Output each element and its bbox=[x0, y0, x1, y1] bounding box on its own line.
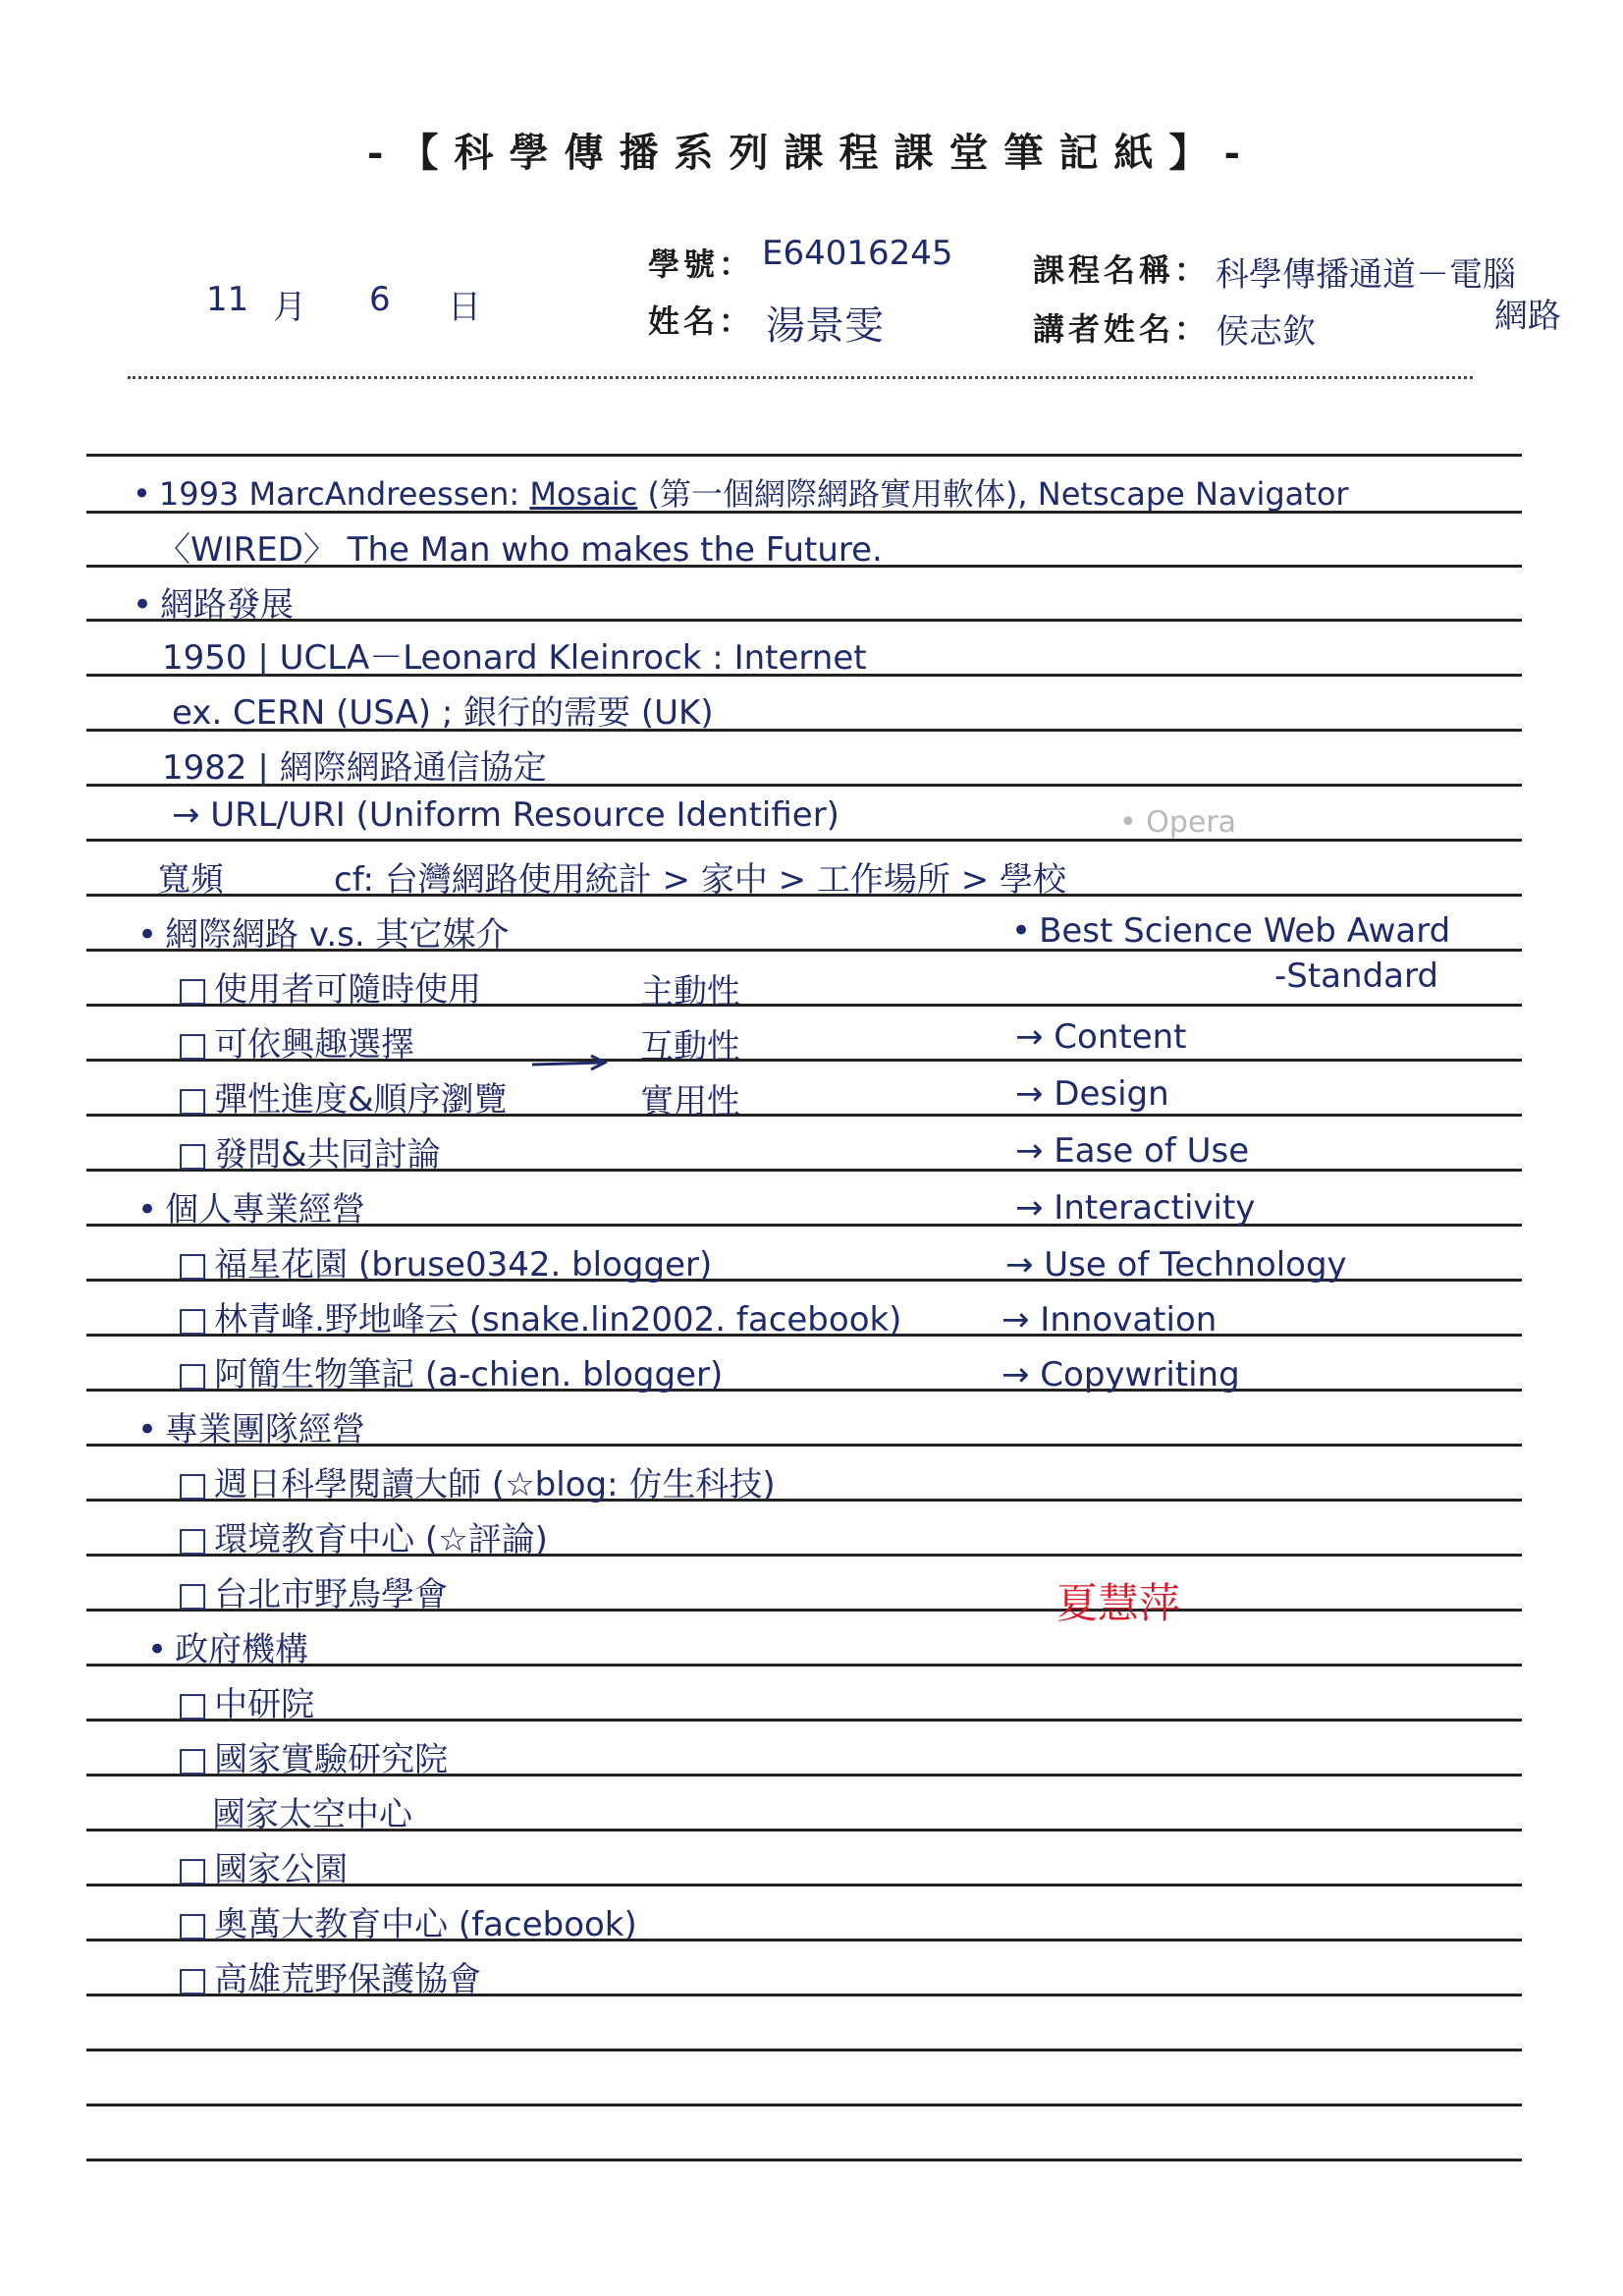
award-item: → Copywriting bbox=[1001, 1355, 1240, 1394]
date-month: 11 bbox=[206, 280, 249, 319]
heading-government: • 政府機構 bbox=[147, 1622, 308, 1670]
note-discussion: □ 發問&共同討論 bbox=[177, 1127, 441, 1175]
speaker-label: 講者姓名： bbox=[1033, 310, 1211, 348]
note-practical: 實用性 bbox=[640, 1082, 740, 1121]
note-sinica: □ 中研院 bbox=[177, 1677, 314, 1725]
award-item: → Innovation bbox=[1001, 1300, 1217, 1339]
ruled-line bbox=[86, 2159, 1522, 2161]
note-sunday-reading: □ 週日科學閱讀大師 (☆blog: 仿生科技) bbox=[177, 1457, 776, 1505]
heading-personal: • 個人專業經營 bbox=[137, 1182, 365, 1230]
student-id: E64016245 bbox=[762, 234, 953, 273]
note-interest: □ 可依興趣選擇 bbox=[177, 1017, 414, 1066]
course-name-line1: 科學傳播通道－電腦 bbox=[1216, 255, 1516, 295]
note-achien: □ 阿簡生物筆記 (a-chien. blogger) bbox=[177, 1347, 723, 1395]
award-item: → Design bbox=[1015, 1074, 1169, 1114]
note-1950: 1950 | UCLA－Leonard Kleinrock : Internet bbox=[162, 638, 867, 678]
heading-team: • 專業團隊經營 bbox=[137, 1402, 365, 1450]
speaker-name: 侯志欽 bbox=[1216, 312, 1316, 352]
note-aowanda: □ 奧萬大教育中心 (facebook) bbox=[177, 1897, 637, 1945]
note-taiwan-stats: cf: 台灣網路使用統計 > 家中 > 工作場所 > 學校 bbox=[334, 860, 1067, 900]
arrow-icon bbox=[530, 1053, 609, 1074]
note-kaohsiung-wild: □ 高雄荒野保護協會 bbox=[177, 1952, 481, 2000]
student-id-label: 學號： bbox=[648, 246, 755, 283]
date-day: 6 bbox=[369, 280, 391, 319]
page-title: -【科學傳播系列課程課堂筆記紙】- bbox=[366, 130, 1257, 176]
note-flexible: □ 彈性進度&順序瀏覽 bbox=[177, 1072, 508, 1121]
heading-network-dev: • 網路發展 bbox=[133, 577, 294, 626]
award-standard: -Standard bbox=[1274, 957, 1438, 996]
student-name: 湯景雯 bbox=[766, 303, 884, 349]
note-narl: □ 國家實驗研究院 bbox=[177, 1732, 448, 1780]
note-national-park: □ 國家公園 bbox=[177, 1842, 348, 1890]
note-cern: ex. CERN (USA) ; 銀行的需要 (UK) bbox=[172, 693, 714, 733]
name-label: 姓名： bbox=[648, 302, 755, 340]
red-signature: 夏慧萍 bbox=[1056, 1579, 1181, 1627]
ruled-line bbox=[86, 2104, 1522, 2106]
note-mosaic: • 1993 MarcAndreessen: Mosaic (第一個網際網路實用軟体), Netscape Navigator bbox=[133, 469, 1349, 515]
note-linqingfeng: □ 林青峰.野地峰云 (snake.lin2002. facebook) bbox=[177, 1292, 901, 1340]
note-opera: • Opera bbox=[1119, 805, 1237, 840]
award-item: → Interactivity bbox=[1015, 1188, 1256, 1228]
ruled-line bbox=[86, 619, 1522, 622]
mosaic-link: Mosaic bbox=[529, 475, 638, 513]
note-anytime: □ 使用者可隨時使用 bbox=[177, 962, 481, 1011]
award-item: → Use of Technology bbox=[1005, 1245, 1347, 1285]
note-nspo: 國家太空中心 bbox=[212, 1795, 412, 1834]
note-1982: 1982 | 網際網路通信協定 bbox=[162, 748, 547, 788]
course-name-line2: 網路 bbox=[1494, 297, 1561, 336]
ruled-line bbox=[86, 454, 1522, 457]
award-item: → Content bbox=[1015, 1017, 1187, 1057]
note-fuxing: □ 福星花園 (bruse0342. blogger) bbox=[177, 1237, 712, 1285]
note-env-edu: □ 環境教育中心 (☆評論) bbox=[177, 1512, 548, 1560]
note-wired: 〈WIRED〉 The Man who makes the Future. bbox=[157, 530, 883, 570]
date-month-label: 月 bbox=[273, 288, 306, 327]
header-divider bbox=[128, 376, 1473, 379]
award-title: • Best Science Web Award bbox=[1011, 911, 1450, 951]
note-active: 主動性 bbox=[640, 972, 740, 1011]
note-bird-society: □ 台北市野鳥學會 bbox=[177, 1567, 448, 1615]
course-label: 課程名稱： bbox=[1033, 251, 1211, 289]
note-url: → URL/URI (Uniform Resource Identifier) bbox=[172, 795, 839, 835]
award-item: → Ease of Use bbox=[1015, 1131, 1250, 1171]
ruled-line bbox=[86, 839, 1522, 842]
ruled-line bbox=[86, 2049, 1522, 2051]
note-broadband: 寬頻 bbox=[157, 860, 224, 900]
date-day-label: 日 bbox=[448, 288, 481, 327]
note-interactive: 互動性 bbox=[640, 1027, 740, 1066]
heading-internet-vs-media: • 網際網路 v.s. 其它媒介 bbox=[137, 907, 510, 956]
